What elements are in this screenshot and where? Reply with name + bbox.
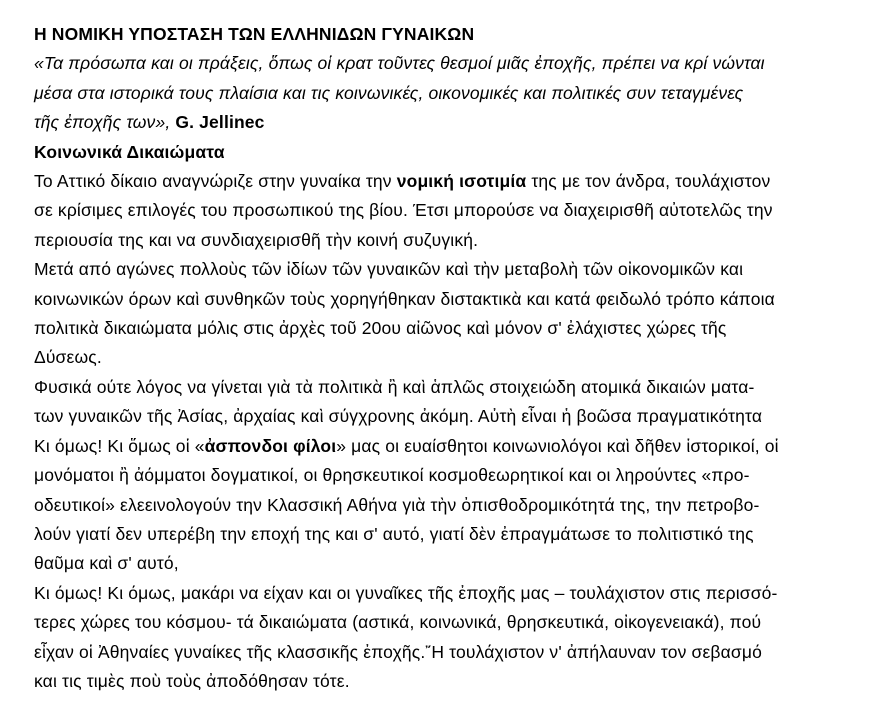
paragraph-line — [34, 432, 864, 461]
paragraph-line: τερες χώρες του κόσμου- τά δικαιώματα (αστικά, κοινωνικά, θρησκευτικά, οἰκογενειακά), πού — [34, 612, 762, 633]
quote-line: «Τα πρόσωπα και οι πράξεις, ὅπως οἱ κρατ τοῦντες θεσμοί μιᾶς ἐποχῆς, πρέπει να κρί νώνται — [34, 53, 765, 74]
text-run: » μας οι ευαίσθητοι κοινωνιολόγοι καὶ δῆθεν ἱστορικοί, οἱ — [336, 435, 779, 456]
paragraph — [34, 579, 864, 697]
text-run: Το Αττικό δίκαιο αναγνώριζε στην γυναίκα την — [34, 171, 397, 192]
paragraph-line: εἶχαν οἱ Ἀθηναίες γυναίκες τῆς κλασσικῆς ἐποχῆς.῎Η τουλάχιστον ν' ἀπήλαυναν τον σεβασμό — [34, 641, 762, 662]
paragraph-line: περιουσία της και να συνδιαχειρισθῆ τὴν κοινή συζυγική. — [34, 229, 479, 250]
epigraph-quote — [34, 49, 864, 137]
emphasis-text: νομική ισοτιμία — [396, 171, 527, 192]
paragraph-line: λούν γιατί δεν υπερέβη την εποχή της και σ' αυτό, γιατί δὲν ἐπραγμάτωσε το πολιτιστικό της — [34, 523, 754, 544]
paragraph-line: και τις τιμὲς ποὺ τοὺς ἀποδόθησαν τότε. — [34, 670, 350, 691]
quote-line — [34, 108, 864, 137]
paragraph-line: θαῦμα καὶ σ' αυτό, — [34, 553, 179, 574]
text-run: Κι όμως! Κι ὅμως οἱ « — [34, 435, 205, 456]
paragraph-line: Φυσικά ούτε λόγος να γίνεται γιὰ τὰ πολιτικὰ ἢ καὶ ἁπλῶς στοιχειώδη ατομικά δικαιών ματα- — [34, 376, 755, 397]
paragraph-line: Μετά από αγώνες πολλοὺς τῶν ἰδίων τῶν γυναικῶν καὶ τὴν μεταβολὴ τῶν οἰκονομικῶν και — [34, 259, 744, 280]
quote-author: G. Jellinec — [175, 112, 265, 133]
paragraph-line: οδευτικοί» ελεεινολογούν την Κλασσική Αθήνα γιὰ τὴν ὀπισθοδρομικότητά της, την πετροβο- — [34, 494, 760, 515]
paragraph-line: Κι όμως! Κι όμως, μακάρι να είχαν και οι γυναῖκες τῆς ἐποχῆς μας – τουλάχιστον στις περισσό- — [34, 582, 778, 603]
paragraph — [34, 255, 864, 373]
document-title: Η ΝΟΜΙΚΗ ΥΠΟΣΤΑΣΗ ΤΩΝ ΕΛΛΗΝΙΔΩΝ ΓΥΝΑΙΚΩΝ — [34, 24, 475, 44]
section-heading: Κοινωνικά Δικαιώματα — [34, 141, 225, 162]
quote-text: τῆς ἐποχῆς των» — [34, 112, 166, 133]
paragraph — [34, 167, 864, 255]
paragraph-line: κοινωνικών όρων καὶ συνθηκῶν τοὺς χορηγήθηκαν διστακτικὰ και κατά φειδωλό τρόπο κάποια — [34, 288, 775, 309]
paragraph-line: Δύσεως. — [34, 347, 102, 368]
quote-line: μέσα στα ιστορικά τους πλαίσια και τις κοινωνικές, οικονομικές και πολιτικές συν τεταγμένες — [34, 82, 744, 103]
paragraph-line — [34, 167, 864, 196]
quote-separator: , — [165, 112, 176, 133]
paragraph-line: των γυναικῶν τῆς Ἀσίας, ἀρχαίας καὶ σύγχρονης ἀκόμη. Αὐτὴ εἶναι ἡ βοῶσα πραγματικότητα — [34, 406, 763, 427]
paragraph-line: σε κρίσιμες επιλογές του προσωπικού της βίου. Έτσι μπορούσε να διαχειρισθῆ αὐτοτελῶς την — [34, 200, 773, 221]
paragraph — [34, 373, 864, 432]
paragraph-line: πολιτικὰ δικαιώματα μόλις στις ἀρχὲς τοῦ 20ου αἰῶνος καὶ μόνον σ' ἐλάχιστες χώρες τῆς — [34, 318, 727, 339]
text-run: της με τον άνδρα, τουλάχιστον — [526, 171, 771, 192]
emphasis-text: ἀσπονδοι φίλοι — [204, 435, 337, 456]
paragraph-line: μονόματοι ἢ ἀόμματοι δογματικοί, οι θρησκευτικοί κοσμοθεωρητικοί και οι ληρούντες «προ- — [34, 465, 750, 486]
paragraph — [34, 432, 864, 579]
